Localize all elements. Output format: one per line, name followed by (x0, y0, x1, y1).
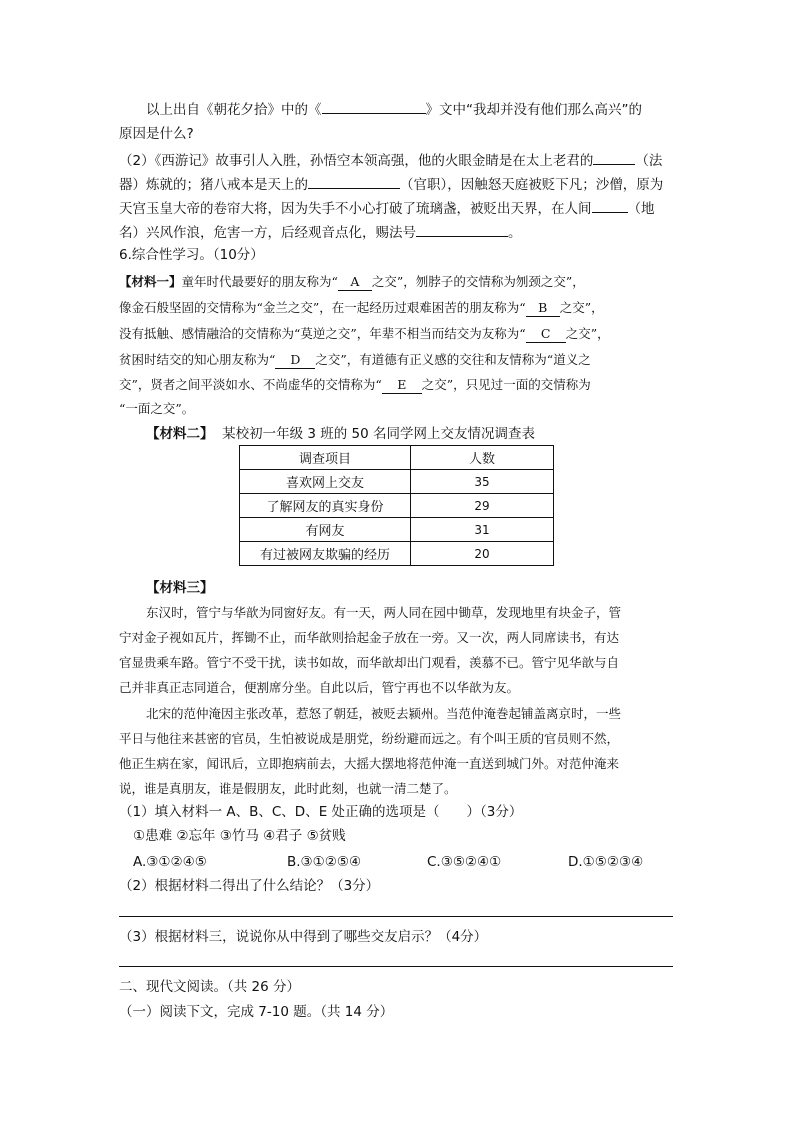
blank-c[interactable]: C (526, 326, 566, 343)
q6-title: 6.综合性学习。（10分） (119, 247, 264, 263)
q2-text: （官职），因触怒天庭被贬下凡；沙僧，原为 (400, 177, 664, 193)
material2-label: 【材料二】 (146, 426, 214, 442)
material1-line-4 (119, 350, 591, 370)
table-cell: 了解网友的真实身份 (240, 494, 411, 518)
material3-p2-line: 说，谁是真朋友，谁是假朋友，此时此刻，也就一清二楚了。 (119, 781, 457, 796)
blank-b[interactable]: B (526, 300, 560, 317)
table-cell: 35 (411, 470, 554, 494)
table-cell: 有网友 (240, 518, 411, 542)
q2-text: （2）《西游记》故事引人入胜，孙悟空本领高强，他的火眼金睛是在太上老君的 (119, 153, 594, 169)
material3-p2-line: 他正生病在家，闻讯后，立即抱病前去，大摇大摆地将范仲淹一直送到城门外。对范仲淹来 (119, 756, 620, 771)
q2-line-2 (119, 174, 663, 195)
material1-text: 之交”，有道德有正义感的交往和友情称为“道义之 (315, 352, 591, 367)
material1-text: 之交”，只见过一面的交情称为 (421, 377, 591, 392)
material1-line-2 (119, 298, 604, 318)
blank-a[interactable]: A (338, 274, 372, 291)
intro-line-1 (146, 99, 642, 120)
table-cell: 有过被网友欺骗的经历 (240, 542, 411, 566)
table-header-cell: 调查项目 (240, 446, 411, 470)
table-row (240, 494, 554, 518)
survey-table (239, 445, 554, 566)
q2-line-4 (119, 222, 522, 243)
material1-text: 童年时代最要好的朋友称为“ (181, 274, 338, 289)
material1-line-5 (119, 375, 591, 395)
answer-line[interactable] (119, 966, 673, 967)
material3-p1-line: 官显贵乘车路。管宁不受干扰，读书如故，而华歆却出门观看，羡慕不已。管宁见华歆与自 (119, 655, 620, 670)
choice-a[interactable]: A.③①②④⑤ (133, 854, 207, 870)
answer-line[interactable] (119, 916, 673, 917)
table-header-cell: 人数 (411, 446, 554, 470)
answer-blank[interactable] (308, 174, 400, 189)
material2-heading (146, 424, 535, 444)
table-row (240, 542, 554, 566)
material3-p2-line: 平日与他往来甚密的官员，生怕被说成是朋党，纷纷避而远之。有个叫王质的官员则不然， (119, 731, 620, 746)
table-header-row (240, 446, 554, 470)
table-cell: 喜欢网上交友 (240, 470, 411, 494)
blank-d[interactable]: D (275, 352, 315, 369)
answer-blank[interactable] (322, 99, 426, 114)
q2-line-3 (119, 198, 655, 219)
material1-text: 之交”， (565, 326, 610, 341)
material3-p2-line: 北宋的范仲淹因主张改革，惹怒了朝廷，被贬去颍州。当范仲淹巻起铺盖离京时，一些 (146, 706, 622, 721)
material1-text: 之交”， (559, 300, 604, 315)
material3-p1-line: 宁对金子视如瓦片，挥锄不止，而华歆则拾起金子放在一旁。又一次，两人同席读书，有达 (119, 630, 620, 645)
material1-line-3 (119, 324, 610, 344)
material1-text: 交”，贤者之间平淡如水、不尚虚华的交情称为“ (119, 377, 382, 392)
q2-text: 器）炼就的；猪八戒本是天上的 (119, 177, 308, 193)
q2-text: 。 (508, 225, 522, 241)
answer-blank[interactable] (416, 222, 508, 237)
q2-text: （法 (635, 153, 663, 169)
table-cell: 31 (411, 518, 554, 542)
material1-text: 像金石般坚固的交情称为“金兰之交”，在一起经历过艰难困苦的朋友称为“ (119, 300, 526, 315)
material3-label: 【材料三】 (146, 580, 214, 596)
material1-line-6: “一面之交”。 (119, 401, 195, 416)
material1-label: 【材料一】 (119, 274, 182, 289)
material1-text: 没有抵触、感情融洽的交情称为“莫逆之交”，年辈不相当而结交为友称为“ (119, 326, 526, 341)
answer-blank[interactable] (592, 198, 628, 213)
q2-text: 天宫玉皇大帝的卷帘大将，因为失手不小心打破了琉璃盏，被贬出天界，在人间 (119, 201, 592, 217)
material3-p1-line: 东汉时，管宁与华歆为同窗好友。有一天，两人同在园中锄草，发现地里有块金子，管 (146, 605, 622, 620)
material1-text: 贫困时结交的知心朋友称为“ (119, 352, 276, 367)
choice-c[interactable]: C.③⑤②④① (427, 854, 502, 870)
material1-line-1 (119, 272, 585, 292)
intro-text: 》文中“我却并没有他们那么高兴”的 (425, 102, 642, 118)
table-cell: 20 (411, 542, 554, 566)
material3-p1-line: 己并非真正志同道合，便割席分坐。自此以后，管宁再也不以华歆为友。 (119, 680, 520, 695)
table-row (240, 518, 554, 542)
intro-line-2: 原因是什么? (119, 126, 194, 142)
section-2-subtitle: （一）阅读下文，完成 7-10 题。（共 14 分） (119, 1004, 394, 1020)
choice-d[interactable]: D.①⑤②③④ (568, 854, 644, 870)
answer-blank[interactable] (593, 150, 635, 165)
question-1: （1）填入材料一 A、B、C、D、E 处正确的选项是（ ）（3分） (119, 804, 523, 820)
intro-text: 以上出自《朝花夕拾》中的《 (146, 102, 322, 118)
table-cell: 29 (411, 494, 554, 518)
q2-line-1 (119, 150, 662, 171)
question-2: （2）根据材料二得出了什么结论？（3分） (119, 878, 380, 894)
q2-text: （地 (627, 201, 655, 217)
q2-text: 名）兴风作浪，危害一方，后经观音点化，赐法号 (119, 225, 416, 241)
material2-title: 某校初一年级 3 班的 50 名同学网上交友情况调查表 (222, 426, 536, 442)
choice-b[interactable]: B.③①②⑤④ (287, 854, 362, 870)
blank-e[interactable]: E (382, 377, 422, 394)
question-3: （3）根据材料三，说说你从中得到了哪些交友启示？（4分） (119, 929, 488, 945)
question-1-options: ①患难 ②忘年 ③竹马 ④君子 ⑤贫贱 (133, 828, 346, 844)
table-row (240, 470, 554, 494)
material1-text: 之交”，刎脖子的交情称为刎颈之交”， (371, 274, 585, 289)
section-2-title: 二、现代文阅读。（共 26 分） (119, 979, 301, 995)
